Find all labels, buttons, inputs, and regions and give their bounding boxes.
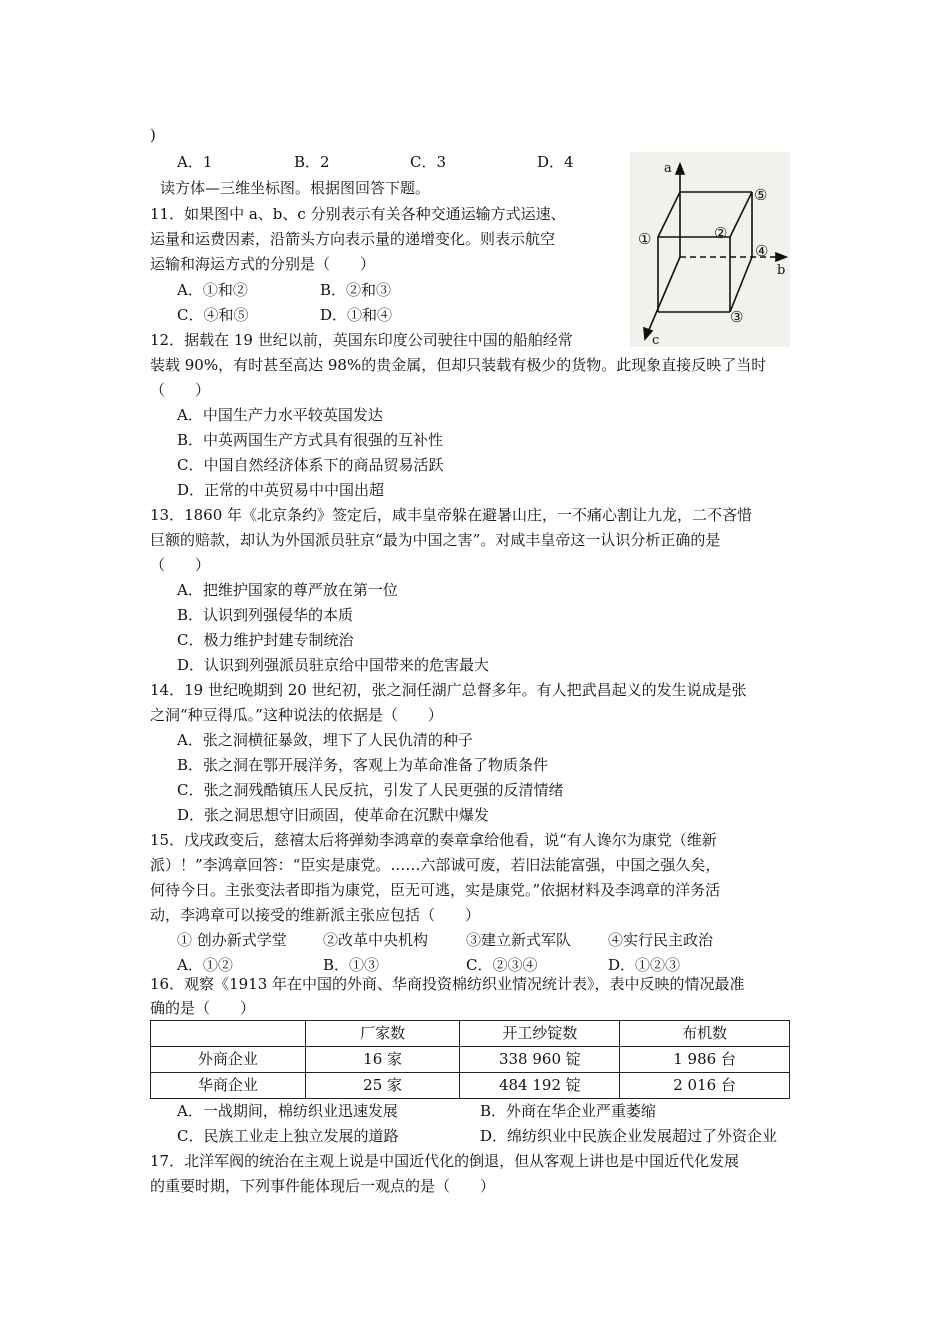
- intro-3d-figure: 读方体—三维坐标图。根据图回答下题。: [160, 179, 431, 197]
- q15-option-d: D．①②③: [608, 956, 681, 974]
- point-1-label: ①: [638, 230, 652, 248]
- q12-line-2: 装载 90%，有时甚至高达 98%的贵金属，但却只装载有极少的货物。此现象直接反映了当时: [150, 356, 767, 374]
- q16-line-2: 确的是（ ）: [150, 999, 256, 1017]
- q16-line-1: 16．观察《1913 年在中国的外商、华商投资棉纺织业情况统计表》，表中反映的情况最准: [150, 975, 745, 993]
- q10-paren-close: ): [150, 126, 156, 144]
- q14-option-c: C．张之洞残酷镇压人民反抗，引发了人民更强的反清情绪: [177, 781, 564, 799]
- q15-line-1: 15．戊戌政变后，慈禧太后将弹劾李鸿章的奏章拿给他看，说“有人谗尔为康党（维新: [150, 831, 717, 849]
- cotton-industry-table: [150, 1020, 790, 1099]
- q15-item-4: ④实行民主政治: [608, 931, 714, 949]
- table-cell: 1 986 台: [620, 1047, 790, 1073]
- q14-line-2: 之洞“种豆得瓜。”这种说法的依据是（ ）: [150, 706, 443, 724]
- q13-option-b: B．认识到列强侵华的本质: [177, 606, 354, 624]
- q15-option-b: B．①③: [323, 956, 380, 974]
- q10-option-a: A．1: [177, 153, 213, 171]
- cube-3d-figure: [630, 152, 790, 347]
- q11-line-3: 运输和海运方式的分别是（ ）: [150, 255, 376, 273]
- point-2-label: ②: [714, 224, 728, 242]
- q14-option-b: B．张之洞在鄂开展洋务，客观上为革命准备了物质条件: [177, 756, 549, 774]
- q12-line-3: （ ）: [150, 381, 211, 399]
- q12-option-a: A．中国生产力水平较英国发达: [177, 406, 383, 424]
- table-row: [151, 1073, 790, 1099]
- q10-option-c: C．3: [410, 153, 447, 171]
- table-header-cell: [151, 1021, 306, 1047]
- table-header-row: [151, 1021, 790, 1047]
- q12-option-c: C．中国自然经济体系下的商品贸易活跃: [177, 456, 444, 474]
- q14-option-d: D．张之洞思想守旧顽固，使革命在沉默中爆发: [177, 806, 490, 824]
- q10-option-d: D．4: [537, 153, 574, 171]
- table-header-cell: 开工纱锭数: [460, 1021, 620, 1047]
- q15-line-4: 动，李鸿章可以接受的维新派主张应包括（ ）: [150, 906, 481, 924]
- axis-b-label: b: [777, 263, 786, 278]
- q11-option-d: D．①和④: [320, 306, 393, 324]
- axis-a-label: a: [664, 161, 672, 176]
- table-cell: 484 192 锭: [460, 1073, 620, 1099]
- point-3-label: ③: [730, 308, 744, 326]
- point-4-label: ④: [755, 242, 769, 260]
- q11-line-1: 11．如果图中 a、b、c 分别表示有关各种交通运输方式运速、: [150, 205, 566, 223]
- q12-option-d: D．正常的中英贸易中中国出超: [177, 481, 385, 499]
- q10-option-b: B．2: [294, 153, 330, 171]
- table-header-cell: 布机数: [620, 1021, 790, 1047]
- q12-line-1: 12．据载在 19 世纪以前，英国东印度公司驶往中国的船舶经常: [150, 331, 573, 349]
- q13-option-a: A．把维护国家的尊严放在第一位: [177, 581, 398, 599]
- q17-line-2: 的重要时期，下列事件能体现后一观点的是（ ）: [150, 1177, 496, 1195]
- q15-option-c: C．②③④: [466, 956, 538, 974]
- table-cell: 外商企业: [151, 1047, 306, 1073]
- q15-line-3: 何待今日。主张变法者即指为康党，臣无可逃，实是康党。”依据材料及李鸿章的洋务活: [150, 881, 721, 899]
- q14-option-a: A．张之洞横征暴敛，埋下了人民仇清的种子: [177, 731, 473, 749]
- q13-option-d: D．认识到列强派员驻京给中国带来的危害最大: [177, 656, 490, 674]
- q13-option-c: C．极力维护封建专制统治: [177, 631, 354, 649]
- q16-option-a: A．一战期间，棉纺织业迅速发展: [177, 1102, 398, 1120]
- q15-option-a: A．①②: [177, 956, 233, 974]
- table-header-cell: 厂家数: [305, 1021, 460, 1047]
- q11-option-b: B．②和③: [320, 281, 392, 299]
- q11-option-a: A．①和②: [177, 281, 248, 299]
- q14-line-1: 14．19 世纪晚期到 20 世纪初，张之洞任湖广总督多年。有人把武昌起义的发生说成是张: [150, 681, 747, 699]
- q13-line-1: 13．1860 年《北京条约》签定后，咸丰皇帝躲在避暑山庄，一不痛心割让九龙，二不吝惜: [150, 506, 753, 524]
- point-5-label: ⑤: [754, 186, 768, 204]
- q11-line-2: 运量和运费因素，沿箭头方向表示量的递增变化。则表示航空: [150, 230, 556, 248]
- axis-c-label: c: [652, 333, 660, 347]
- q16-option-c: C．民族工业走上独立发展的道路: [177, 1127, 399, 1145]
- table-cell: 25 家: [305, 1073, 460, 1099]
- q15-line-2: 派）！”李鸿章回答：“臣实是康党。……六部诚可废，若旧法能富强，中国之强久矣，: [150, 856, 721, 874]
- q16-option-b: B．外商在华企业严重萎缩: [480, 1102, 657, 1120]
- table-cell: 338 960 锭: [460, 1047, 620, 1073]
- table-cell: 华商企业: [151, 1073, 306, 1099]
- q15-item-3: ③建立新式军队: [466, 931, 572, 949]
- q15-item-2: ②改革中央机构: [323, 931, 429, 949]
- q12-option-b: B．中英两国生产方式具有很强的互补性: [177, 431, 444, 449]
- q13-line-3: （ ）: [150, 556, 211, 574]
- table-row: [151, 1047, 790, 1073]
- q17-line-1: 17．北洋军阀的统治在主观上说是中国近代化的倒退，但从客观上讲也是中国近代化发展: [150, 1152, 740, 1170]
- q11-option-c: C．④和⑤: [177, 306, 249, 324]
- q15-item-1: ① 创办新式学堂: [177, 931, 287, 949]
- table-cell: 2 016 台: [620, 1073, 790, 1099]
- table-cell: 16 家: [305, 1047, 460, 1073]
- q16-option-d: D．绵纺织业中民族企业发展超过了外资企业: [480, 1127, 778, 1145]
- q13-line-2: 巨额的赔款，却认为外国派员驻京“最为中国之害”。对咸丰皇帝这一认识分析正确的是: [150, 531, 721, 549]
